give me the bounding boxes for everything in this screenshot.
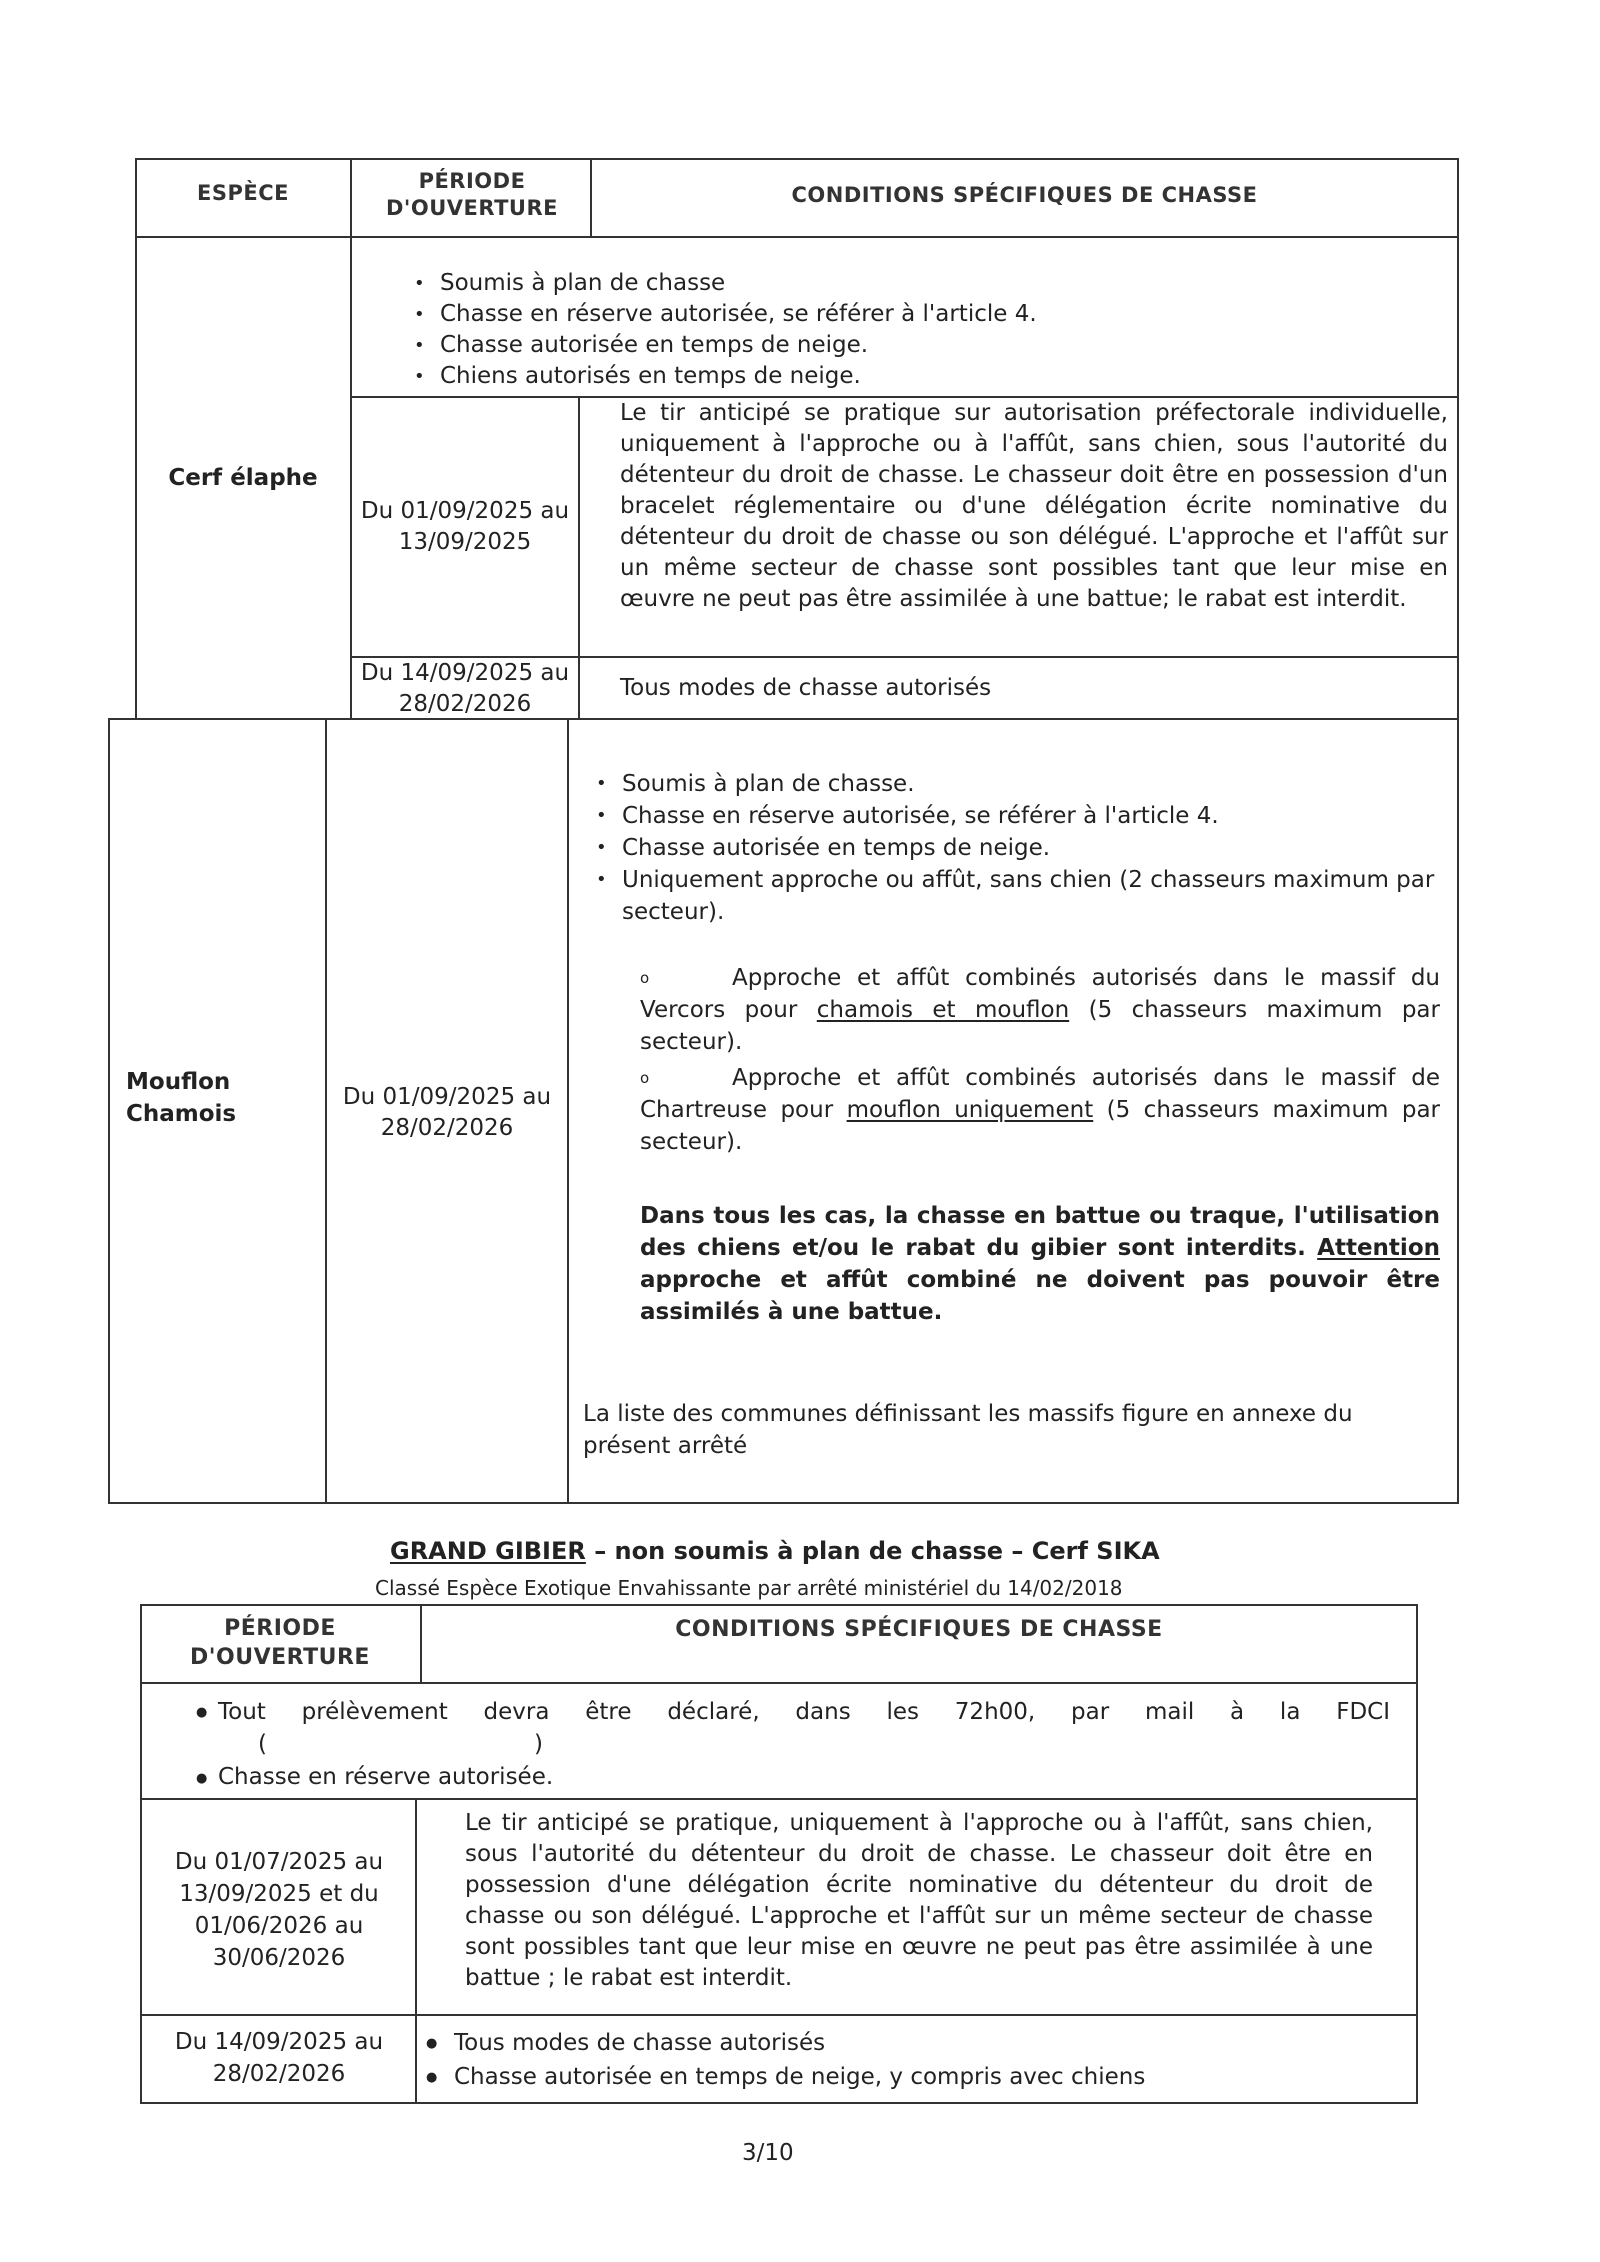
table2-row2-period: Du 14/09/2025 au 28/02/2026: [174, 2029, 384, 2087]
cerf-row2-text: Tous modes de chasse autorisés: [620, 675, 992, 701]
warning-text: Dans tous les cas, la chasse en battue ou traque, l'utilisation des chiens et/ou le rabat du gibier sont interdits.: [640, 1203, 1440, 1261]
sub-item-underlined: chamois et mouflon: [816, 997, 1070, 1023]
sub-item-underlined: mouflon uniquement: [846, 1097, 1094, 1123]
table2-bullet-2: [196, 1762, 1390, 1793]
circle-bullet-icon: o: [640, 1069, 650, 1087]
table2-row-divider: [140, 2014, 1418, 2016]
sub-item-text: (5 chasseurs maximum par secteur).: [640, 1097, 1441, 1155]
mouflon-annex-note: La liste des communes définissant les massifs figure en annexe du présent arrêté: [583, 1401, 1353, 1459]
warning-text: approche et affût combiné ne doivent pas pouvoir être assimilés à une battue.: [640, 1267, 1440, 1325]
list-item: • Soumis à plan de chasse.: [592, 768, 1472, 800]
cerf-species-divider: [350, 236, 352, 720]
table1-header-species: ESPÈCE: [197, 181, 289, 205]
table2-bullets-bottom: [140, 1798, 1418, 1800]
cerf-row1-text: Le tir anticipé se pratique sur autorisation préfectorale individuelle, uniquement à l'approche ou à l'affût, sans chien, sous l'autorité du détenteur du droit de chasse. Le chasseur doit être en possession d'un bracelet réglementaire ou d'une délégation écrite nominative du détenteur du droit de chasse ou son délégué. L'approche et l'affût sur un même secteur de chasse sont possibles tant que leur mise en œuvre ne peut pas être assimilée à une battue; le rabat est interdit.: [620, 400, 1448, 612]
sub-item-text: Approche et affût combinés autorisés dans le massif de Chartreuse pour: [640, 1065, 1440, 1123]
mouflon-species-label-1: Mouflon: [126, 1069, 231, 1095]
table1-header-period: PÉRIODE D'OUVERTURE: [386, 169, 558, 220]
table2-bullet-1-line1: Tout prélèvement devra être déclaré, dans les 72h00, par mail à la FDCI: [218, 1699, 1390, 1725]
list-item: • Chasse en réserve autorisée, se référer à l'article 4.: [410, 299, 1450, 330]
mouflon-species-divider: [325, 718, 327, 1504]
round-bullet-icon: ●: [196, 1771, 208, 1786]
mouflon-species-label-2: Chamois: [126, 1101, 237, 1127]
table2-period-divider: [415, 1798, 417, 2104]
section-title-underlined: GRAND GIBIER: [390, 1537, 586, 1565]
bracket-close: ): [534, 1731, 543, 1757]
bracket-open: (: [258, 1731, 267, 1757]
section-title-rest: – non soumis à plan de chasse – Cerf SIKA: [585, 1537, 1160, 1565]
table1-header-conditions: CONDITIONS SPÉCIFIQUES DE CHASSE: [791, 183, 1258, 207]
list-item: • Uniquement approche ou affût, sans chien (2 chasseurs maximum par secteur).: [592, 864, 1472, 928]
cerf-row1-period: Du 01/09/2025 au 13/09/2025: [360, 498, 570, 555]
cerf-row2-period: Du 14/09/2025 au 28/02/2026: [360, 660, 570, 717]
section-title: [390, 1536, 1210, 1567]
table2-header-period: PÉRIODE D'OUVERTURE: [190, 1616, 370, 1670]
table2-row1-period: Du 01/07/2025 au 13/09/2025 et du 01/06/2026 au 30/06/2026: [174, 1849, 384, 1971]
table1-header-divider-1: [350, 158, 352, 238]
table2-header-conditions: CONDITIONS SPÉCIFIQUES DE CHASSE: [675, 1617, 1163, 1642]
circle-bullet-icon: o: [640, 969, 650, 987]
cerf-bullet-list: [410, 268, 1450, 392]
mouflon-period-divider: [567, 718, 569, 1504]
table2-bullet-1: [196, 1696, 1390, 1760]
round-bullet-icon: ●: [196, 1705, 208, 1720]
list-item: • Chasse autorisée en temps de neige.: [592, 832, 1472, 864]
sub-item-text: Approche et affût combinés autorisés dans le massif du Vercors pour: [640, 965, 1440, 1023]
section-subtitle: Classé Espèce Exotique Envahissante par arrêté ministériel du 14/02/2018: [375, 1576, 1123, 1600]
table2-row1-text: Le tir anticipé se pratique, uniquement à l'approche ou à l'affût, sans chien, sous l'autorité du détenteur du droit de chasse. Le chasseur doit être en possession d'une délégation écrite nominative du détenteur du droit de chasse ou son délégué. L'approche et l'affût sur un même secteur de chasse sont possibles tant que leur mise en œuvre ne peut pas être assimilée à une battue ; le rabat est interdit.: [465, 1810, 1373, 1991]
list-item: • Chasse en réserve autorisée, se référer à l'article 4.: [592, 800, 1472, 832]
list-item: • Chiens autorisés en temps de neige.: [410, 361, 1450, 392]
mouflon-period: Du 01/09/2025 au 28/02/2026: [342, 1084, 552, 1141]
mouflon-sub-item-vercors: [640, 962, 1440, 1058]
table2-bullet-2-text: Chasse en réserve autorisée.: [218, 1764, 554, 1790]
cerf-species-label: Cerf élaphe: [168, 465, 318, 491]
warning-underlined: Attention: [1317, 1235, 1440, 1261]
list-item: • Chasse autorisée en temps de neige.: [410, 330, 1450, 361]
sub-item-text: (5 chasseurs maximum par secteur).: [640, 997, 1440, 1055]
mouflon-warning-paragraph: [640, 1200, 1440, 1328]
table2-bullet-1-line2: [218, 1728, 1390, 1760]
list-item: ● Chasse autorisée en temps de neige, y compris avec chiens: [424, 2060, 1384, 2094]
page-number: 3/10: [742, 2140, 794, 2166]
list-item: • Soumis à plan de chasse: [410, 268, 1450, 299]
list-item: ● Tous modes de chasse autorisés: [424, 2026, 1384, 2060]
mouflon-bullet-list: [592, 768, 1472, 928]
table2-row2-bullet-list: [424, 2026, 1384, 2094]
table2-header-bottom: [140, 1682, 1418, 1684]
cerf-period-divider: [578, 396, 580, 720]
mouflon-sub-item-chartreuse: [640, 1062, 1440, 1158]
